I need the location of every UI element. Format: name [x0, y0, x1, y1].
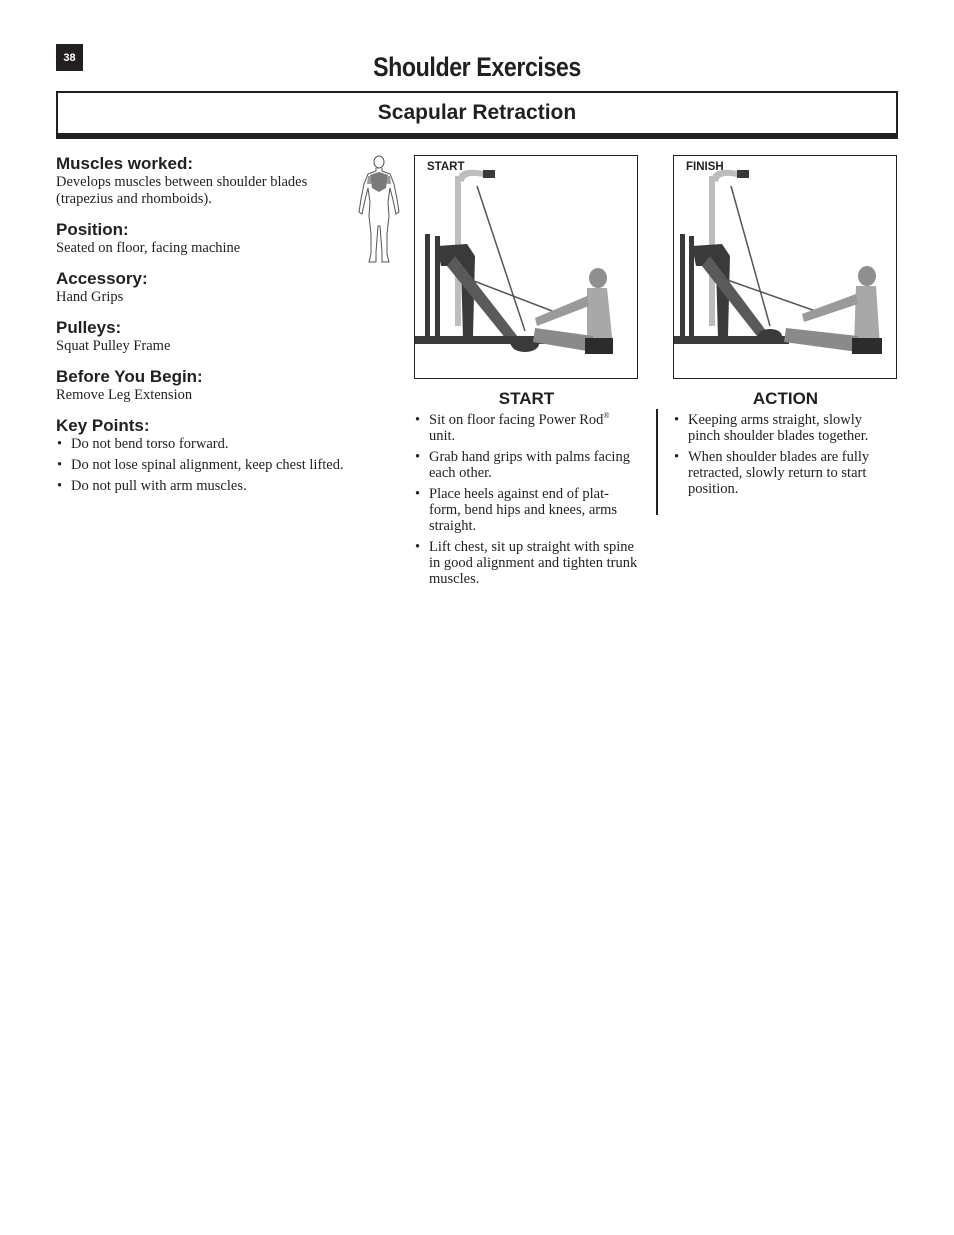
action-step-item: • When shoulder blades are fully retracted, slowly return to start position. — [673, 449, 888, 497]
key-point-item: • Do not bend torso forward. — [56, 436, 346, 452]
muscle-diagram-icon — [356, 154, 402, 266]
pulleys-block — [56, 318, 346, 355]
before-you-begin-text: Remove Leg Extension — [56, 387, 193, 403]
exercise-details — [56, 154, 346, 506]
key-points-heading: Key Points: — [56, 416, 150, 435]
key-points-list — [56, 436, 346, 494]
start-step-item: • Lift chest, sit up straight with spine in good alignment and tighten trunk muscles. — [414, 539, 639, 587]
muscles-worked-heading: Muscles worked: — [56, 154, 193, 173]
accessory-block — [56, 269, 346, 306]
section-title: Scapular Retraction — [377, 101, 577, 124]
registered-mark: ® — [603, 411, 610, 421]
page-title: Shoulder Exercises — [373, 52, 581, 82]
finish-photo-label: FINISH — [686, 161, 724, 173]
start-step-item — [414, 412, 639, 444]
muscles-worked-block — [56, 154, 346, 208]
column-divider — [656, 409, 658, 515]
key-point-item: • Do not lose spinal alignment, keep chest lifted. — [56, 457, 346, 473]
pulleys-text: Squat Pulley Frame — [56, 338, 171, 354]
accessory-text: Hand Grips — [56, 289, 124, 305]
action-step-item: • Keeping arms straight, slowly pinch shoulder blades together. — [673, 412, 888, 444]
exercise-machine-start-illustration — [415, 156, 637, 378]
exercise-machine-finish-illustration — [674, 156, 896, 378]
start-step-text: Sit on floor facing Power Rod — [429, 412, 604, 428]
key-points-block — [56, 416, 346, 494]
start-step-tail: unit. — [429, 428, 456, 444]
position-block — [56, 220, 346, 257]
muscles-worked-text: Develops muscles between shoulder blades (trapezius and rhomboids). — [56, 174, 308, 207]
start-photo — [414, 155, 638, 379]
position-heading: Position: — [56, 220, 129, 239]
action-heading: ACTION — [752, 389, 819, 408]
page-number: 38 — [56, 44, 83, 71]
before-you-begin-block — [56, 367, 346, 404]
start-instructions — [414, 412, 639, 592]
position-text: Seated on floor, facing machine — [56, 240, 241, 256]
start-step-item: • Grab hand grips with palms facing each other. — [414, 449, 639, 481]
before-you-begin-heading: Before You Begin: — [56, 367, 203, 386]
finish-photo — [673, 155, 897, 379]
accessory-heading: Accessory: — [56, 269, 148, 288]
section-header — [56, 91, 898, 139]
start-step-item: • Place heels against end of plat-form, bend hips and knees, arms straight. — [414, 486, 639, 534]
start-photo-label: START — [427, 161, 465, 173]
start-heading: START — [498, 389, 555, 408]
pulleys-heading: Pulleys: — [56, 318, 122, 337]
action-instructions — [673, 412, 888, 502]
key-point-item: • Do not pull with arm muscles. — [56, 478, 346, 494]
